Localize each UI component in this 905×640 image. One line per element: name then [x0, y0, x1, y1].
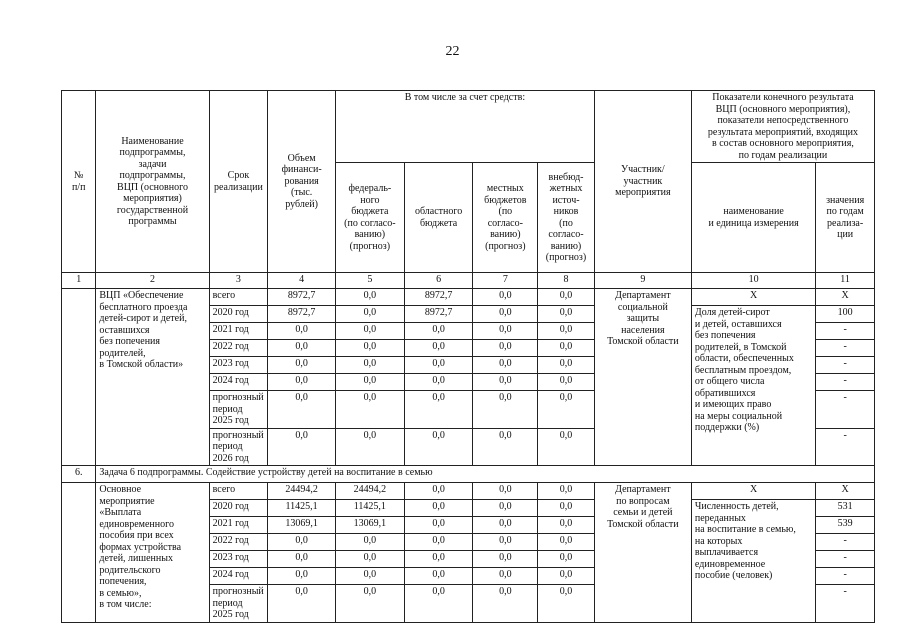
period-cell: прогнозный период 2025 год	[209, 585, 268, 623]
header-federal: федераль- ного бюджета (по согласо- ванию) (прогноз)	[335, 163, 404, 273]
participant-cell: Департамент социальной защиты населения Томской области	[594, 289, 691, 466]
header-indicator-name: наименование и единица измерения	[691, 163, 815, 273]
local-cell: 0,0	[473, 483, 538, 500]
participant-cell: Департамент по вопросам семьи и детей Томской области	[594, 483, 691, 623]
indicator-value-cell: -	[816, 340, 875, 357]
regional-cell: 0,0	[404, 585, 473, 623]
period-cell: 2022 год	[209, 340, 268, 357]
total-cell: 0,0	[268, 568, 336, 585]
total-cell: 24494,2	[268, 483, 336, 500]
finance-row	[62, 289, 875, 306]
block-vcp-transport	[62, 289, 875, 466]
header-external: внебюд- жетных источ- ников (по согласо- ванию) (прогноз)	[538, 163, 595, 273]
regional-cell: 0,0	[404, 374, 473, 391]
external-cell: 0,0	[538, 551, 595, 568]
indicator-value-cell: -	[816, 374, 875, 391]
total-cell: 0,0	[268, 551, 336, 568]
total-cell: 8972,7	[268, 289, 336, 306]
indicator-name-cell: Численность детей, переданных на воспитание в семью, на которых выплачивается единовременное пособие (человек)	[691, 500, 815, 623]
federal-cell: 0,0	[335, 534, 404, 551]
header-participant: Участник/ участник мероприятия	[594, 91, 691, 273]
period-cell: 2021 год	[209, 517, 268, 534]
indicator-value-cell: 531	[816, 500, 875, 517]
regional-cell: 8972,7	[404, 289, 473, 306]
period-cell: 2021 год	[209, 323, 268, 340]
indicator-value-cell: -	[816, 568, 875, 585]
indicator-total-cell: Х	[691, 289, 815, 306]
local-cell: 0,0	[473, 585, 538, 623]
row-number-cell	[62, 483, 96, 623]
local-cell: 0,0	[473, 357, 538, 374]
regional-cell: 0,0	[404, 568, 473, 585]
external-cell: 0,0	[538, 500, 595, 517]
header-name: Наименование подпрограммы, задачи подпрограммы, ВЦП (основного мероприятия) государственной программы	[96, 91, 209, 273]
column-numbers-row	[62, 273, 875, 289]
total-cell: 8972,7	[268, 306, 336, 323]
external-cell: 0,0	[538, 534, 595, 551]
external-cell: 0,0	[538, 289, 595, 306]
federal-cell: 0,0	[335, 374, 404, 391]
column-number: 2	[96, 273, 209, 289]
total-cell: 0,0	[268, 374, 336, 391]
local-cell: 0,0	[473, 340, 538, 357]
external-cell: 0,0	[538, 585, 595, 623]
total-cell: 0,0	[268, 323, 336, 340]
header-local: местных бюджетов (по согласо- ванию) (прогноз)	[473, 163, 538, 273]
total-cell: 0,0	[268, 585, 336, 623]
local-cell: 0,0	[473, 323, 538, 340]
external-cell: 0,0	[538, 374, 595, 391]
total-cell: 0,0	[268, 428, 336, 466]
program-table	[61, 90, 875, 623]
local-cell: 0,0	[473, 551, 538, 568]
period-cell: прогнозный период 2025 год	[209, 391, 268, 429]
federal-cell: 13069,1	[335, 517, 404, 534]
regional-cell: 0,0	[404, 428, 473, 466]
period-cell: 2024 год	[209, 568, 268, 585]
federal-cell: 0,0	[335, 568, 404, 585]
local-cell: 0,0	[473, 428, 538, 466]
external-cell: 0,0	[538, 391, 595, 429]
header-regional: областного бюджета	[404, 163, 473, 273]
federal-cell: 0,0	[335, 340, 404, 357]
period-cell: прогнозный период 2026 год	[209, 428, 268, 466]
external-cell: 0,0	[538, 428, 595, 466]
total-cell: 0,0	[268, 340, 336, 357]
local-cell: 0,0	[473, 517, 538, 534]
total-cell: 0,0	[268, 391, 336, 429]
column-number: 4	[268, 273, 336, 289]
indicator-value-cell: -	[816, 585, 875, 623]
header-volume: Объем финанси- рования (тыс. рублей)	[268, 91, 336, 273]
regional-cell: 0,0	[404, 551, 473, 568]
indicator-value-cell: -	[816, 323, 875, 340]
header-sources-group: В том числе за счет средств:	[335, 91, 594, 163]
total-cell: 11425,1	[268, 500, 336, 517]
indicator-name-cell: Доля детей-сирот и детей, оставшихся без попечения родителей, в Томской области, обеспеченных бесплатным проездом, от общего числа обратившихся и имеющих право на меры социальной поддержки (%)	[691, 306, 815, 466]
header-indicator-values: значения по годам реализа- ции	[816, 163, 875, 273]
local-cell: 0,0	[473, 306, 538, 323]
column-number: 3	[209, 273, 268, 289]
local-cell: 0,0	[473, 534, 538, 551]
column-number: 6	[404, 273, 473, 289]
task-text: Задача 6 подпрограммы. Содействие устройству детей на воспитание в семью	[96, 466, 875, 483]
column-number: 8	[538, 273, 595, 289]
header-num: № п/п	[62, 91, 96, 273]
external-cell: 0,0	[538, 483, 595, 500]
federal-cell: 0,0	[335, 289, 404, 306]
local-cell: 0,0	[473, 289, 538, 306]
indicator-value-cell: 100	[816, 306, 875, 323]
regional-cell: 8972,7	[404, 306, 473, 323]
total-cell: 0,0	[268, 534, 336, 551]
period-cell: всего	[209, 289, 268, 306]
external-cell: 0,0	[538, 340, 595, 357]
column-number: 10	[691, 273, 815, 289]
federal-cell: 0,0	[335, 585, 404, 623]
regional-cell: 0,0	[404, 517, 473, 534]
regional-cell: 0,0	[404, 323, 473, 340]
column-number: 9	[594, 273, 691, 289]
measure-name: ВЦП «Обеспечение бесплатного проезда детей-сирот и детей, оставшихся без попечения родителей, в Томской области»	[96, 289, 209, 466]
page-number: 22	[445, 44, 460, 59]
regional-cell: 0,0	[404, 534, 473, 551]
indicator-value-cell: -	[816, 534, 875, 551]
regional-cell: 0,0	[404, 483, 473, 500]
federal-cell: 0,0	[335, 391, 404, 429]
federal-cell: 11425,1	[335, 500, 404, 517]
column-number: 7	[473, 273, 538, 289]
measure-name: Основное мероприятие «Выплата единовременного пособия при всех формах устройства детей, лишенных родительского попечения, в семью», в том числе:	[96, 483, 209, 623]
indicator-value-cell: -	[816, 391, 875, 429]
local-cell: 0,0	[473, 568, 538, 585]
task-number: 6.	[62, 466, 96, 483]
indicator-value-cell: -	[816, 428, 875, 466]
federal-cell: 24494,2	[335, 483, 404, 500]
external-cell: 0,0	[538, 568, 595, 585]
external-cell: 0,0	[538, 357, 595, 374]
regional-cell: 0,0	[404, 391, 473, 429]
indicator-value-cell: -	[816, 551, 875, 568]
regional-cell: 0,0	[404, 357, 473, 374]
column-number: 1	[62, 273, 96, 289]
indicator-total-cell: Х	[691, 483, 815, 500]
period-cell: 2023 год	[209, 551, 268, 568]
indicator-value-cell: -	[816, 357, 875, 374]
external-cell: 0,0	[538, 323, 595, 340]
period-cell: всего	[209, 483, 268, 500]
local-cell: 0,0	[473, 374, 538, 391]
local-cell: 0,0	[473, 500, 538, 517]
indicator-value-cell: 539	[816, 517, 875, 534]
federal-cell: 0,0	[335, 428, 404, 466]
period-cell: 2022 год	[209, 534, 268, 551]
header-period: Срок реализации	[209, 91, 268, 273]
external-cell: 0,0	[538, 306, 595, 323]
regional-cell: 0,0	[404, 340, 473, 357]
indicator-value-cell: Х	[816, 483, 875, 500]
row-number-cell	[62, 289, 96, 466]
task-row	[62, 466, 875, 483]
regional-cell: 0,0	[404, 500, 473, 517]
column-number: 11	[816, 273, 875, 289]
period-cell: 2020 год	[209, 306, 268, 323]
local-cell: 0,0	[473, 391, 538, 429]
column-number: 5	[335, 273, 404, 289]
total-cell: 0,0	[268, 357, 336, 374]
finance-row	[62, 483, 875, 500]
indicator-value-cell: Х	[816, 289, 875, 306]
header-indicators-group: Показатели конечного результата ВЦП (основного мероприятия), показатели непосредственного результата мероприятий, входящих в состав основного мероприятия, по годам реализации	[691, 91, 874, 163]
period-cell: 2020 год	[209, 500, 268, 517]
external-cell: 0,0	[538, 517, 595, 534]
federal-cell: 0,0	[335, 323, 404, 340]
period-cell: 2023 год	[209, 357, 268, 374]
total-cell: 13069,1	[268, 517, 336, 534]
federal-cell: 0,0	[335, 551, 404, 568]
federal-cell: 0,0	[335, 357, 404, 374]
block-main-measure	[62, 483, 875, 623]
federal-cell: 0,0	[335, 306, 404, 323]
period-cell: 2024 год	[209, 374, 268, 391]
